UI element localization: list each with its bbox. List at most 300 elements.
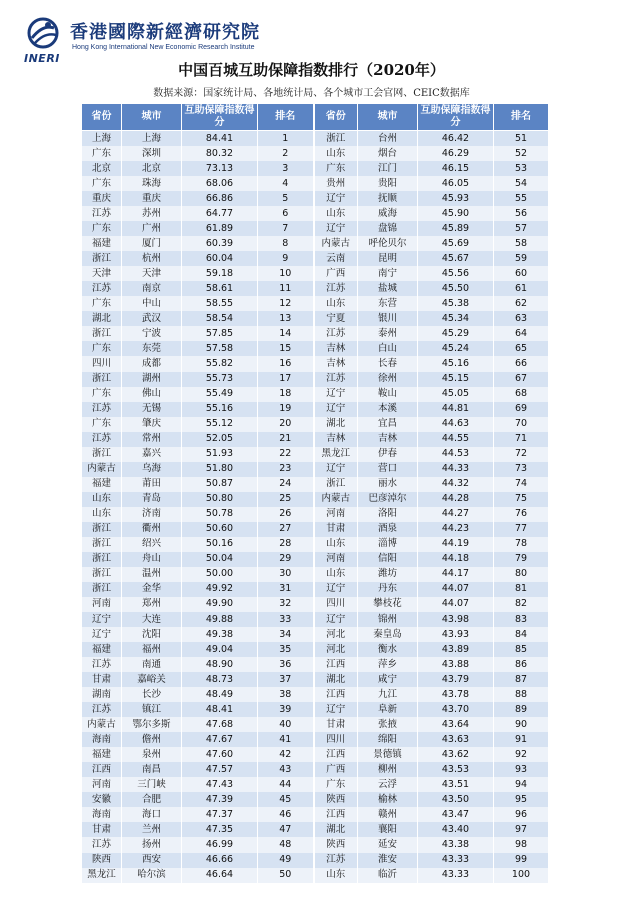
cell-province: 江西 [314, 807, 358, 822]
cell-score: 44.55 [418, 432, 494, 447]
cell-score: 43.70 [418, 702, 494, 717]
cell-city: 丹东 [358, 582, 418, 597]
cell-province: 湖北 [314, 672, 358, 687]
cell-city: 东营 [358, 296, 418, 311]
cell-score: 51.93 [182, 447, 258, 462]
cell-rank: 16 [258, 356, 314, 371]
cell-city: 泰州 [358, 326, 418, 341]
cell-score: 48.73 [182, 672, 258, 687]
table-row [82, 507, 549, 522]
cell-city: 无锡 [122, 402, 182, 417]
cell-province: 浙江 [82, 372, 122, 387]
cell-province: 浙江 [82, 582, 122, 597]
table-row [82, 326, 549, 341]
cell-rank: 39 [258, 702, 314, 717]
table-row [82, 853, 549, 868]
header-province: 省份 [314, 104, 358, 131]
cell-score: 55.12 [182, 417, 258, 432]
cell-province: 江苏 [82, 837, 122, 852]
cell-score: 44.33 [418, 462, 494, 477]
cell-city: 抚顺 [358, 191, 418, 206]
cell-city: 舟山 [122, 552, 182, 567]
cell-rank: 12 [258, 296, 314, 311]
cell-rank: 33 [258, 612, 314, 627]
table-row [82, 477, 549, 492]
cell-score: 44.23 [418, 522, 494, 537]
cell-province: 江苏 [82, 402, 122, 417]
cell-city: 镇江 [122, 702, 182, 717]
cell-city: 海口 [122, 807, 182, 822]
header-rank: 排名 [258, 104, 314, 131]
table-row [82, 296, 549, 311]
cell-city: 衡水 [358, 642, 418, 657]
table-row [82, 191, 549, 206]
cell-rank: 42 [258, 747, 314, 762]
table-row [82, 537, 549, 552]
cell-rank: 19 [258, 402, 314, 417]
cell-city: 乌海 [122, 462, 182, 477]
cell-rank: 25 [258, 492, 314, 507]
cell-rank: 89 [494, 702, 549, 717]
cell-score: 57.85 [182, 326, 258, 341]
cell-province: 广东 [314, 161, 358, 176]
table-row [82, 807, 549, 822]
cell-rank: 60 [494, 266, 549, 281]
cell-rank: 66 [494, 356, 549, 371]
globe-logo-icon [26, 16, 60, 50]
cell-rank: 27 [258, 522, 314, 537]
cell-score: 47.37 [182, 807, 258, 822]
cell-score: 44.28 [418, 492, 494, 507]
cell-score: 45.29 [418, 326, 494, 341]
cell-province: 辽宁 [314, 221, 358, 236]
cell-city: 天津 [122, 266, 182, 281]
cell-province: 广东 [314, 777, 358, 792]
cell-province: 江苏 [82, 702, 122, 717]
cell-score: 68.06 [182, 176, 258, 191]
table-row [82, 236, 549, 251]
cell-score: 50.60 [182, 522, 258, 537]
cell-city: 江门 [358, 161, 418, 176]
cell-city: 信阳 [358, 552, 418, 567]
table-row [82, 657, 549, 672]
cell-city: 苏州 [122, 206, 182, 221]
cell-rank: 28 [258, 537, 314, 552]
table-row [82, 522, 549, 537]
cell-province: 福建 [82, 236, 122, 251]
cell-score: 44.53 [418, 447, 494, 462]
cell-city: 嘉峪关 [122, 672, 182, 687]
cell-rank: 76 [494, 507, 549, 522]
cell-rank: 53 [494, 161, 549, 176]
table-row [82, 567, 549, 582]
cell-province: 海南 [82, 807, 122, 822]
table-row [82, 266, 549, 281]
cell-province: 福建 [82, 477, 122, 492]
cell-city: 绍兴 [122, 537, 182, 552]
cell-rank: 64 [494, 326, 549, 341]
cell-score: 50.00 [182, 567, 258, 582]
cell-province: 内蒙古 [314, 492, 358, 507]
cell-rank: 88 [494, 687, 549, 702]
cell-city: 酒泉 [358, 522, 418, 537]
cell-rank: 91 [494, 732, 549, 747]
cell-province: 浙江 [82, 552, 122, 567]
cell-province: 湖北 [82, 311, 122, 326]
cell-province: 山东 [314, 868, 358, 883]
cell-rank: 43 [258, 762, 314, 777]
cell-rank: 48 [258, 837, 314, 852]
cell-province: 广东 [82, 176, 122, 191]
cell-city: 襄阳 [358, 822, 418, 837]
cell-rank: 78 [494, 537, 549, 552]
cell-province: 广东 [82, 387, 122, 402]
table-row [82, 447, 549, 462]
cell-rank: 8 [258, 236, 314, 251]
table-row [82, 146, 549, 161]
cell-score: 80.32 [182, 146, 258, 161]
cell-city: 伊春 [358, 447, 418, 462]
cell-rank: 37 [258, 672, 314, 687]
cell-province: 吉林 [314, 341, 358, 356]
cell-city: 盘锦 [358, 221, 418, 236]
cell-rank: 13 [258, 311, 314, 326]
cell-province: 浙江 [82, 326, 122, 341]
cell-city: 赣州 [358, 807, 418, 822]
cell-score: 46.66 [182, 853, 258, 868]
cell-score: 45.15 [418, 372, 494, 387]
cell-rank: 31 [258, 582, 314, 597]
cell-score: 45.24 [418, 341, 494, 356]
cell-score: 60.39 [182, 236, 258, 251]
cell-rank: 79 [494, 552, 549, 567]
cell-rank: 98 [494, 837, 549, 852]
cell-city: 佛山 [122, 387, 182, 402]
cell-city: 南宁 [358, 266, 418, 281]
cell-city: 淄博 [358, 537, 418, 552]
cell-rank: 90 [494, 717, 549, 732]
cell-province: 安徽 [82, 792, 122, 807]
cell-province: 内蒙古 [314, 236, 358, 251]
cell-province: 浙江 [82, 567, 122, 582]
cell-province: 江西 [82, 762, 122, 777]
cell-province: 辽宁 [314, 402, 358, 417]
cell-score: 46.64 [182, 868, 258, 883]
cell-province: 江西 [314, 657, 358, 672]
cell-score: 48.49 [182, 687, 258, 702]
cell-score: 45.89 [418, 221, 494, 236]
cell-province: 湖南 [82, 687, 122, 702]
cell-rank: 100 [494, 868, 549, 883]
cell-city: 中山 [122, 296, 182, 311]
cell-city: 长春 [358, 356, 418, 371]
cell-score: 45.67 [418, 251, 494, 266]
cell-province: 山东 [314, 296, 358, 311]
cell-city: 洛阳 [358, 507, 418, 522]
cell-rank: 99 [494, 853, 549, 868]
cell-province: 甘肃 [314, 717, 358, 732]
cell-rank: 15 [258, 341, 314, 356]
cell-rank: 44 [258, 777, 314, 792]
cell-score: 43.62 [418, 747, 494, 762]
cell-score: 43.33 [418, 868, 494, 883]
cell-rank: 6 [258, 206, 314, 221]
table-row [82, 341, 549, 356]
cell-city: 南通 [122, 657, 182, 672]
cell-city: 常州 [122, 432, 182, 447]
cell-score: 43.89 [418, 642, 494, 657]
cell-province: 广东 [82, 341, 122, 356]
cell-rank: 82 [494, 597, 549, 612]
ranking-table-body [82, 131, 549, 883]
table-row [82, 687, 549, 702]
cell-province: 陕西 [314, 792, 358, 807]
cell-city: 本溪 [358, 402, 418, 417]
table-row [82, 672, 549, 687]
cell-city: 东莞 [122, 341, 182, 356]
cell-province: 江苏 [314, 853, 358, 868]
cell-province: 广东 [82, 417, 122, 432]
table-row [82, 417, 549, 432]
cell-score: 64.77 [182, 206, 258, 221]
page-title: 中国百城互助保障指数排行（2020年） [178, 61, 445, 79]
cell-province: 云南 [314, 251, 358, 266]
cell-rank: 69 [494, 402, 549, 417]
cell-rank: 30 [258, 567, 314, 582]
cell-rank: 84 [494, 627, 549, 642]
cell-province: 江苏 [314, 326, 358, 341]
cell-city: 北京 [122, 161, 182, 176]
cell-score: 84.41 [182, 131, 258, 147]
cell-city: 湖州 [122, 372, 182, 387]
cell-score: 46.99 [182, 837, 258, 852]
cell-score: 59.18 [182, 266, 258, 281]
cell-province: 江苏 [314, 372, 358, 387]
cell-rank: 77 [494, 522, 549, 537]
cell-city: 重庆 [122, 191, 182, 206]
cell-rank: 4 [258, 176, 314, 191]
cell-province: 广西 [314, 266, 358, 281]
cell-score: 55.16 [182, 402, 258, 417]
cell-score: 61.89 [182, 221, 258, 236]
cell-rank: 85 [494, 642, 549, 657]
cell-score: 66.86 [182, 191, 258, 206]
cell-score: 51.80 [182, 462, 258, 477]
cell-score: 49.92 [182, 582, 258, 597]
cell-score: 44.17 [418, 567, 494, 582]
cell-province: 广西 [314, 762, 358, 777]
cell-city: 延安 [358, 837, 418, 852]
cell-rank: 63 [494, 311, 549, 326]
cell-rank: 5 [258, 191, 314, 206]
cell-rank: 35 [258, 642, 314, 657]
cell-city: 广州 [122, 221, 182, 236]
table-row [82, 732, 549, 747]
cell-score: 46.42 [418, 131, 494, 147]
cell-score: 46.15 [418, 161, 494, 176]
cell-city: 成都 [122, 356, 182, 371]
cell-rank: 46 [258, 807, 314, 822]
cell-rank: 87 [494, 672, 549, 687]
header-city: 城市 [122, 104, 182, 131]
cell-city: 临沂 [358, 868, 418, 883]
cell-rank: 14 [258, 326, 314, 341]
cell-city: 呼伦贝尔 [358, 236, 418, 251]
cell-rank: 65 [494, 341, 549, 356]
cell-score: 49.38 [182, 627, 258, 642]
cell-city: 昆明 [358, 251, 418, 266]
cell-rank: 21 [258, 432, 314, 447]
cell-city: 厦门 [122, 236, 182, 251]
cell-rank: 61 [494, 281, 549, 296]
cell-city: 威海 [358, 206, 418, 221]
cell-city: 济南 [122, 507, 182, 522]
cell-province: 江西 [314, 747, 358, 762]
cell-score: 47.39 [182, 792, 258, 807]
cell-score: 52.05 [182, 432, 258, 447]
cell-score: 50.78 [182, 507, 258, 522]
cell-rank: 36 [258, 657, 314, 672]
cell-rank: 9 [258, 251, 314, 266]
cell-rank: 58 [494, 236, 549, 251]
table-row [82, 612, 549, 627]
cell-province: 河南 [82, 597, 122, 612]
cell-score: 48.41 [182, 702, 258, 717]
cell-score: 45.16 [418, 356, 494, 371]
cell-city: 张掖 [358, 717, 418, 732]
cell-rank: 50 [258, 868, 314, 883]
cell-province: 山东 [314, 567, 358, 582]
cell-rank: 59 [494, 251, 549, 266]
cell-city: 大连 [122, 612, 182, 627]
cell-province: 四川 [314, 732, 358, 747]
cell-score: 44.18 [418, 552, 494, 567]
cell-score: 47.68 [182, 717, 258, 732]
cell-rank: 97 [494, 822, 549, 837]
cell-city: 儋州 [122, 732, 182, 747]
table-row [82, 131, 549, 147]
cell-city: 温州 [122, 567, 182, 582]
cell-score: 47.57 [182, 762, 258, 777]
table-row [82, 627, 549, 642]
cell-score: 49.04 [182, 642, 258, 657]
cell-province: 山东 [82, 507, 122, 522]
cell-score: 47.67 [182, 732, 258, 747]
cell-city: 衢州 [122, 522, 182, 537]
cell-rank: 94 [494, 777, 549, 792]
cell-rank: 71 [494, 432, 549, 447]
cell-province: 甘肃 [82, 672, 122, 687]
cell-city: 萍乡 [358, 657, 418, 672]
cell-score: 46.29 [418, 146, 494, 161]
cell-city: 上海 [122, 131, 182, 147]
cell-rank: 93 [494, 762, 549, 777]
cell-city: 嘉兴 [122, 447, 182, 462]
cell-city: 榆林 [358, 792, 418, 807]
cell-province: 四川 [314, 597, 358, 612]
cell-province: 浙江 [314, 131, 358, 147]
cell-province: 江苏 [82, 206, 122, 221]
cell-city: 鞍山 [358, 387, 418, 402]
table-row [82, 822, 549, 837]
cell-province: 浙江 [82, 447, 122, 462]
cell-city: 深圳 [122, 146, 182, 161]
cell-city: 淮安 [358, 853, 418, 868]
cell-province: 贵州 [314, 176, 358, 191]
table-row [82, 432, 549, 447]
table-row [82, 717, 549, 732]
cell-province: 辽宁 [82, 612, 122, 627]
header-score: 互助保障指数得分 [182, 104, 258, 131]
cell-city: 秦皇岛 [358, 627, 418, 642]
cell-rank: 51 [494, 131, 549, 147]
cell-score: 43.53 [418, 762, 494, 777]
cell-score: 43.64 [418, 717, 494, 732]
cell-rank: 96 [494, 807, 549, 822]
cell-province: 黑龙江 [82, 868, 122, 883]
table-row [82, 176, 549, 191]
org-abbreviation: INERI [24, 52, 60, 65]
cell-province: 山东 [314, 146, 358, 161]
cell-city: 金华 [122, 582, 182, 597]
cell-rank: 45 [258, 792, 314, 807]
cell-score: 58.55 [182, 296, 258, 311]
header-rank: 排名 [494, 104, 549, 131]
cell-province: 江苏 [82, 281, 122, 296]
cell-score: 55.82 [182, 356, 258, 371]
cell-province: 辽宁 [314, 387, 358, 402]
cell-province: 辽宁 [314, 702, 358, 717]
cell-city: 沈阳 [122, 627, 182, 642]
cell-score: 44.63 [418, 417, 494, 432]
cell-rank: 26 [258, 507, 314, 522]
data-source-note: 数据来源：国家统计局、各地统计局、各个城市工会官网、CEIC数据库 [153, 88, 470, 99]
cell-province: 河北 [314, 642, 358, 657]
cell-rank: 67 [494, 372, 549, 387]
table-row [82, 206, 549, 221]
cell-rank: 55 [494, 191, 549, 206]
cell-city: 宜昌 [358, 417, 418, 432]
cell-score: 50.16 [182, 537, 258, 552]
cell-city: 盐城 [358, 281, 418, 296]
cell-city: 徐州 [358, 372, 418, 387]
cell-score: 58.54 [182, 311, 258, 326]
cell-rank: 32 [258, 597, 314, 612]
cell-city: 银川 [358, 311, 418, 326]
cell-province: 辽宁 [314, 582, 358, 597]
cell-province: 广东 [82, 146, 122, 161]
cell-city: 巴彦淖尔 [358, 492, 418, 507]
cell-city: 青岛 [122, 492, 182, 507]
cell-rank: 17 [258, 372, 314, 387]
cell-score: 45.50 [418, 281, 494, 296]
table-row [82, 702, 549, 717]
cell-city: 三门峡 [122, 777, 182, 792]
cell-rank: 20 [258, 417, 314, 432]
cell-city: 吉林 [358, 432, 418, 447]
cell-score: 44.81 [418, 402, 494, 417]
cell-province: 河南 [314, 552, 358, 567]
table-row [82, 777, 549, 792]
cell-province: 海南 [82, 732, 122, 747]
cell-rank: 7 [258, 221, 314, 236]
table-row [82, 837, 549, 852]
table-row [82, 462, 549, 477]
cell-province: 辽宁 [314, 191, 358, 206]
cell-score: 44.19 [418, 537, 494, 552]
cell-province: 黑龙江 [314, 447, 358, 462]
cell-score: 43.93 [418, 627, 494, 642]
